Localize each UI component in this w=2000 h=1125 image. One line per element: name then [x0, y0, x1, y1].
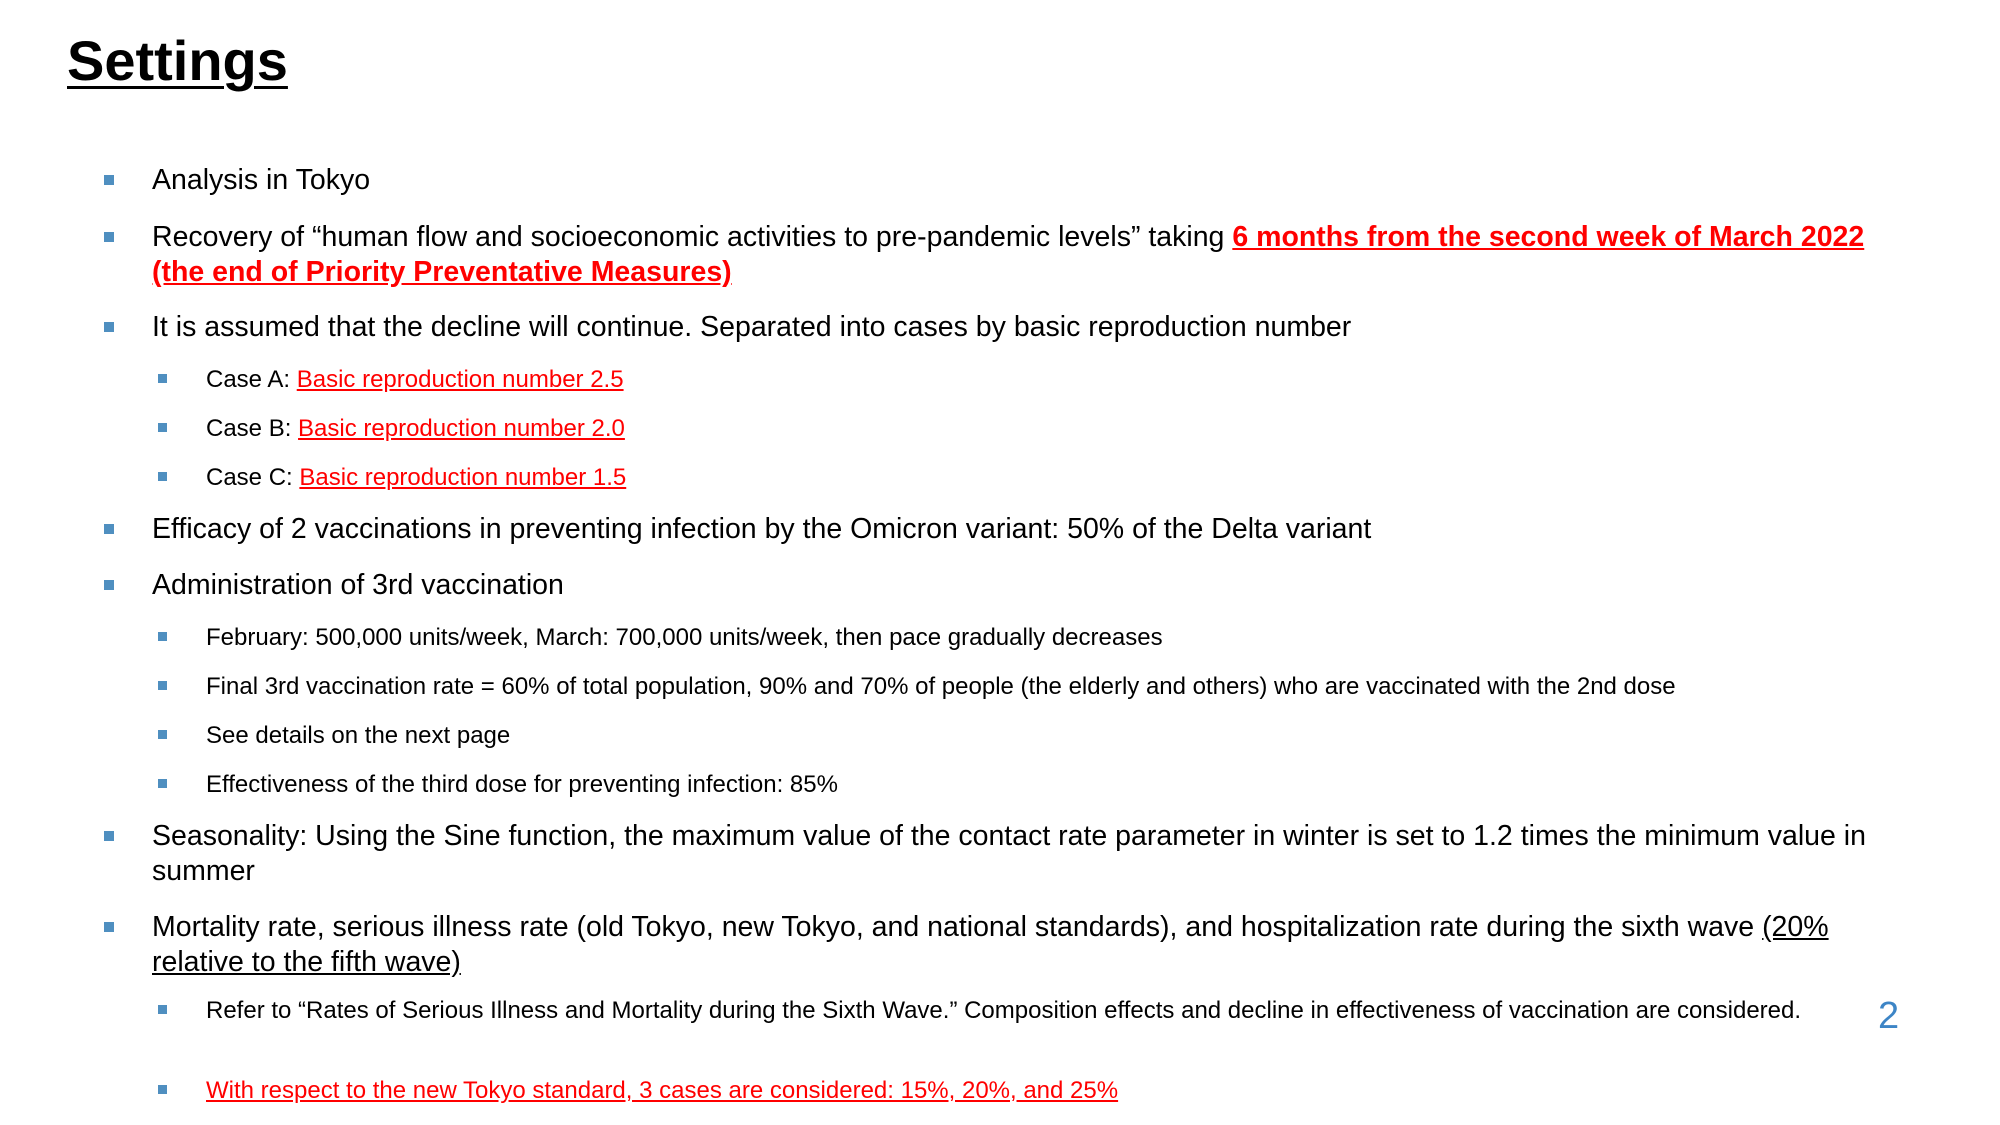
highlight-text: Basic reproduction number 1.5 — [299, 464, 627, 491]
item-text: Recovery of “human flow and socioeconomic activities to pre-pandemic levels” taking — [152, 221, 1233, 253]
sub-list-item — [206, 769, 1886, 800]
square-bullet-icon — [104, 922, 114, 932]
list-item — [152, 220, 1872, 290]
sub-list-item — [206, 671, 1886, 702]
list-item — [152, 163, 1872, 198]
underlined-text: (20% relative to the fifth wave) — [152, 911, 1829, 978]
sub-list-item — [206, 995, 1886, 1026]
list-item — [152, 512, 1872, 547]
square-bullet-icon — [104, 524, 114, 534]
square-bullet-icon — [104, 175, 114, 185]
square-bullet-icon — [158, 1085, 167, 1094]
item-text: February: 500,000 units/week, March: 700,000 units/week, then pace gradually decreases — [206, 624, 1163, 651]
sub-list-item — [206, 720, 1886, 751]
item-text: Final 3rd vaccination rate = 60% of total population, 90% and 70% of people (the elderly and others) who are vaccinated with the 2nd dose — [206, 673, 1676, 700]
square-bullet-icon — [158, 374, 167, 383]
sub-list-item — [206, 1075, 1886, 1106]
square-bullet-icon — [158, 472, 167, 481]
item-text: Mortality rate, serious illness rate (old Tokyo, new Tokyo, and national standards), and hospitalization rate during the sixth wave — [152, 911, 1763, 943]
sub-list-item — [206, 364, 1886, 395]
sub-list-item — [206, 622, 1886, 653]
square-bullet-icon — [104, 322, 114, 332]
square-bullet-icon — [158, 730, 167, 739]
square-bullet-icon — [158, 1005, 167, 1014]
list-item — [152, 819, 1872, 889]
sub-list-item — [206, 462, 1886, 493]
list-item — [152, 910, 1872, 980]
square-bullet-icon — [158, 681, 167, 690]
item-text: Seasonality: Using the Sine function, the maximum value of the contact rate parameter in winter is set to 1.2 times the minimum value in summer — [152, 820, 1866, 887]
square-bullet-icon — [158, 423, 167, 432]
highlight-text: Basic reproduction number 2.0 — [298, 415, 625, 442]
item-text: Refer to “Rates of Serious Illness and Mortality during the Sixth Wave.” Composition effects and decline in effectiveness of vaccination are considered. — [206, 997, 1802, 1024]
item-text: Case A: — [206, 366, 297, 393]
highlight-text: 6 months from the second week of March 2022 (the end of Priority Preventative Measures) — [152, 221, 1865, 288]
square-bullet-icon — [104, 831, 114, 841]
item-text: Case C: — [206, 464, 300, 491]
item-text: Case B: — [206, 415, 299, 442]
square-bullet-icon — [104, 232, 114, 242]
item-text: Effectiveness of the third dose for preventing infection: 85% — [206, 771, 838, 798]
item-text: Administration of 3rd vaccination — [152, 569, 564, 601]
item-text: Efficacy of 2 vaccinations in preventing infection by the Omicron variant: 50% of the Delta variant — [152, 513, 1372, 545]
list-item — [152, 310, 1872, 345]
list-item — [152, 568, 1872, 603]
item-text: See details on the next page — [206, 722, 511, 749]
page-number: 2 — [1878, 995, 1900, 1037]
item-text: Analysis in Tokyo — [152, 164, 371, 196]
square-bullet-icon — [158, 779, 167, 788]
square-bullet-icon — [158, 632, 167, 641]
highlight-text: With respect to the new Tokyo standard, 3 cases are considered: 15%, 20%, and 25% — [206, 1077, 1119, 1104]
item-text: It is assumed that the decline will continue. Separated into cases by basic reproduction number — [152, 311, 1352, 343]
highlight-text: Basic reproduction number 2.5 — [296, 366, 624, 393]
page-title: Settings — [67, 29, 288, 92]
sub-list-item — [206, 413, 1886, 444]
square-bullet-icon — [104, 580, 114, 590]
